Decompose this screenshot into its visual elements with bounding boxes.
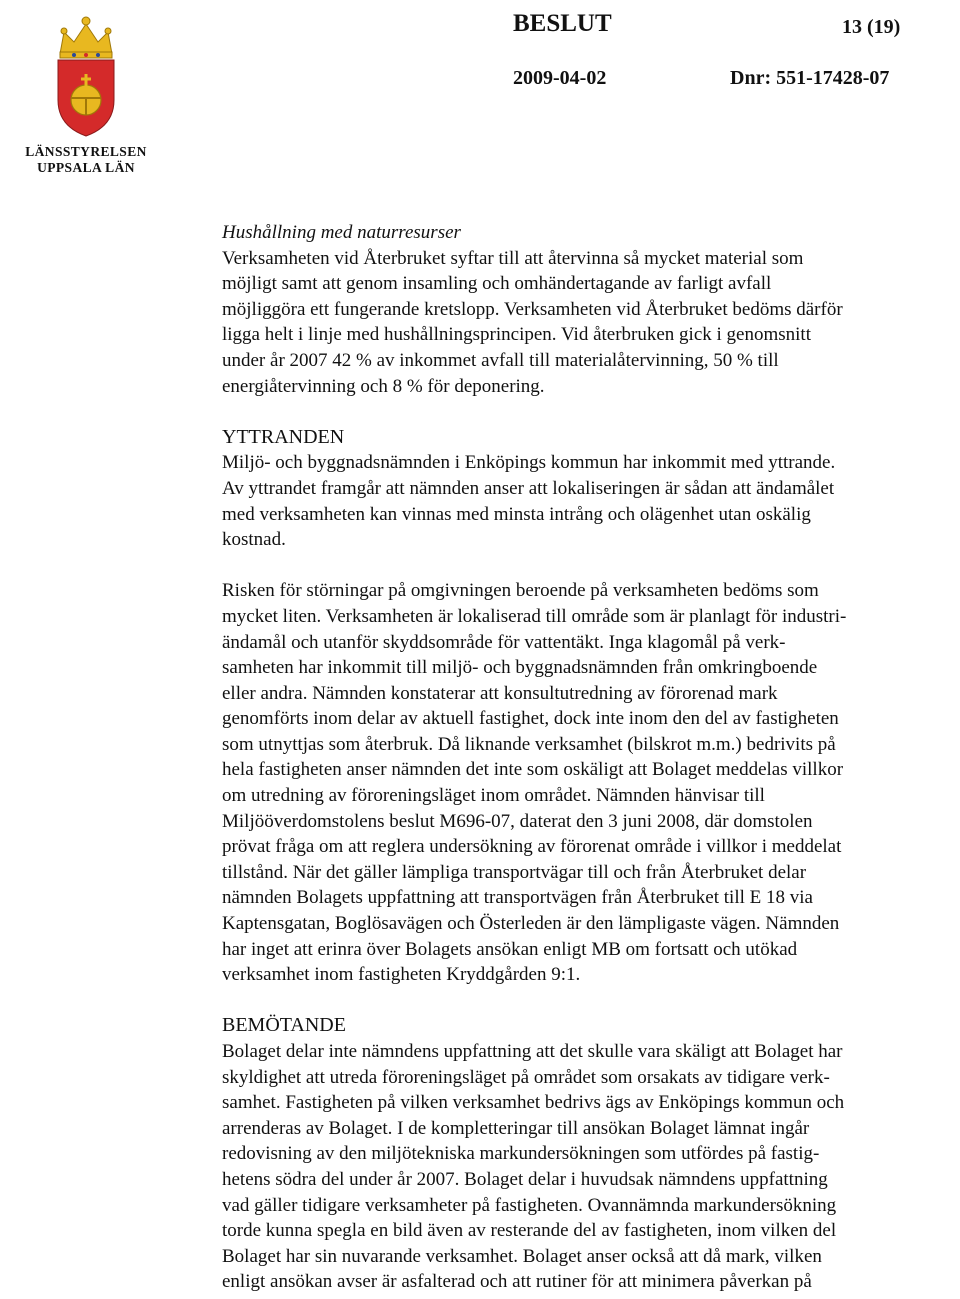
paragraph-line: möjligt samt att genom insamling och omhändertagande av farligt avfall [222,273,772,295]
paragraph-line: med verksamheten kan vinnas med minsta intrång och olägenhet utan oskälig [222,503,811,525]
paragraph-line: tillstånd. När det gäller lämpliga transportvägar till och från Återbruket delar [222,861,807,883]
coat-of-arms-icon [50,14,122,140]
paragraph-line: verksamhet inom fastigheten Kryddgården 9:1. [222,964,581,986]
paragraph-line: under år 2007 42 % av inkommet avfall till materialåtervinning, 50 % till [222,349,779,371]
agency-logo [20,14,152,176]
paragraph-line: arrenderas av Bolaget. I de kompletteringar till ansökan Bolaget lämnat ingår [222,1117,810,1139]
page-number: 13 (19) [842,16,901,38]
paragraph-line: Av yttrandet framgår att nämnden anser att lokaliseringen är sådan att ändamålet [222,477,835,499]
paragraph-line: Kaptensgatan, Boglösavägen och Österleden är den lämpligaste vägen. Nämnden [222,913,840,935]
paragraph-line: ändamål och utanför skyddsområde för vattentäkt. Inga klagomål på verk- [222,631,786,653]
paragraph-line: skyldighet att utreda föroreningsläget på området som orsakats av tidigare verk- [222,1066,830,1088]
paragraph-line: mycket liten. Verksamheten är lokaliserad till område som är planlagt för industri- [222,605,847,627]
paragraph-line: hetens södra del under år 2007. Bolaget delar i huvudsak nämndens uppfattning [222,1168,828,1190]
paragraph-line: vad gäller tidigare verksamheter på fastigheten. Ovannämnda markundersökning [222,1194,837,1216]
paragraph-line: eller andra. Nämnden konstaterar att konsultutredning av förorenad mark [222,682,778,704]
paragraph-line: torde kunna spegla en bild även av resterande del av fastigheten, inom vilken del [222,1220,837,1242]
paragraph-line: genomförts inom delar av aktuell fastighet, dock inte inom den del av fastigheten [222,708,839,730]
paragraph-line: samheten har inkommit till miljö- och byggnadsnämnden från omkringboende [222,657,818,679]
paragraph-line: redovisning av den miljötekniska markundersökningen som utfördes på fastig- [222,1143,820,1165]
document-type: BESLUT [513,10,612,37]
paragraph-line: Bolaget delar inte nämndens uppfattning att det skulle vara skäligt att Bolaget har [222,1041,843,1062]
paragraph-line: om utredning av föroreningsläget inom området. Nämnden hänvisar till [222,785,765,807]
section-heading-yttranden: YTTRANDEN [222,425,345,448]
paragraph-line: Miljö- och byggnadsnämnden i Enköpings kommun har inkommit med yttrande. [222,452,836,474]
paragraph-line: kostnad. [222,529,286,551]
paragraph-line: ligga helt i linje med hushållningsprincipen. Vid återbruken gick i genomsnitt [222,324,811,346]
paragraph-line: Bolaget har sin nuvarande verksamhet. Bolaget anser också att då mark, vilken [222,1245,822,1267]
registration-number: Dnr: 551-17428-07 [730,67,890,89]
paragraph-line: hela fastigheten anser nämnden det inte som oskäligt att Bolaget meddelas villkor [222,759,844,781]
paragraph-line: enligt ansökan avser är asfalterad och att rutiner för att minimera påverkan på [222,1271,812,1293]
paragraph-line: har inget att erinra över Bolagets ansökan enligt MB om fortsatt och utökad [222,938,798,960]
paragraph-line: energiåtervinning och 8 % för deponering. [222,375,545,397]
document-body [222,220,958,1295]
section-heading-hushallning: Hushållning med naturresurser [222,222,461,243]
paragraph-line: som utnyttjas som återbruk. Då liknande verksamhet (bilskrot m.m.) bedrivits på [222,733,836,755]
agency-name-line1: LÄNSSTYRELSEN [25,144,147,159]
paragraph-line: Miljööverdomstolens beslut M696-07, daterat den 3 juni 2008, där domstolen [222,810,813,832]
paragraph-line: nämnden Bolagets uppfattning att transportvägen från Återbruket till E 18 via [222,887,813,909]
section-heading-bemotande: BEMÖTANDE [222,1014,346,1037]
agency-name-line2: UPPSALA LÄN [37,160,135,175]
paragraph-line: Risken för störningar på omgivningen beroende på verksamheten bedöms som [222,580,819,602]
paragraph-line: prövat fråga om att reglera undersökning av förorenat område i villkor i meddelat [222,836,842,858]
document-date: 2009-04-02 [513,67,607,89]
paragraph-line: Verksamheten vid Återbruket syftar till att återvinna så mycket material som [222,247,804,269]
paragraph-line: samhet. Fastigheten på vilken verksamhet bedrivs ägs av Enköpings kommun och [222,1092,845,1114]
paragraph-line: möjliggöra ett fungerande kretslopp. Verksamheten vid Återbruket bedöms därför [222,298,843,320]
